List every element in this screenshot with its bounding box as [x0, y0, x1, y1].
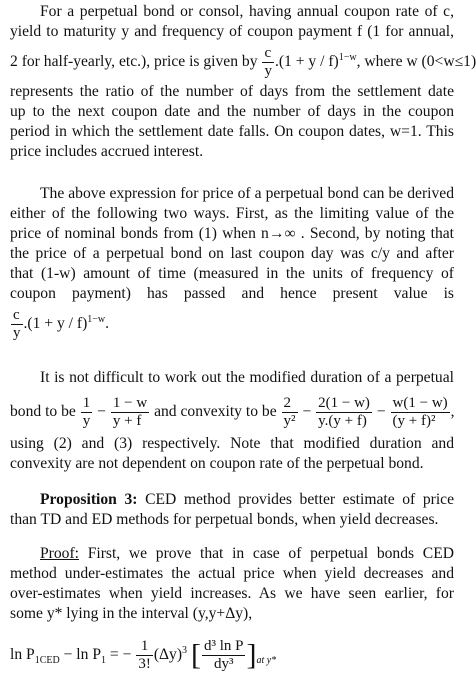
- paragraph-perpetual-bond-price: [10, 2, 476, 162]
- eq-delta-y-exponent: 3: [182, 644, 188, 656]
- eq-equals: = −: [109, 646, 132, 663]
- fraction-convexity-c: $\frac{w(1 - w)}{\text{(y + f)²}}$: [392, 394, 448, 429]
- formula-exponent: 1−w: [87, 313, 106, 325]
- text-line: using (2) and (3) respectively. Note that modified duration and: [10, 435, 454, 452]
- text-line: The above expression for price of a perpetual bond can be derived: [40, 185, 454, 202]
- text-line: Proposition 3: CED method provides better estimate of price: [40, 491, 455, 508]
- text-line: method under-estimates the actual price when yield decreases and: [10, 565, 454, 582]
- text-line: over-estimates when yield increases. As we have seen earlier, for: [10, 585, 454, 602]
- text-fragment: , where w (0<w: [356, 53, 455, 70]
- formula-exponent: 1−w: [338, 51, 357, 63]
- fraction-third-derivative: $\frac{\text{d³ ln P}}{\text{dy³}}$: [203, 637, 244, 672]
- text-line: either of the following two ways. First, as the limiting value of the: [10, 205, 454, 222]
- fraction-one-over-y: $\frac{1}{y}$: [82, 394, 91, 429]
- right-bracket: ]: [246, 638, 257, 672]
- proposition-3: [10, 490, 454, 530]
- formula-expression: .(1 + y / f): [274, 53, 339, 70]
- eq-mid-subscript: 1: [101, 655, 107, 667]
- text-fragment: 2 for half-yearly, etc.), price is given by: [10, 53, 258, 70]
- fraction-convexity-a: $\frac{2}{\text{y²}}$: [283, 394, 296, 429]
- paragraph-duration-convexity: [10, 368, 454, 474]
- text-line: yield to maturity y and frequency of coupon payment f (1 for annual,: [10, 23, 454, 40]
- text-fragment: bond to be: [10, 403, 76, 420]
- eq-lhs: ln P: [10, 646, 35, 663]
- fraction-one-over-3-factorial: $\frac{1}{3!}$: [138, 637, 151, 672]
- text-line: convexity are not dependent on coupon rate of the perpetual bond.: [10, 455, 424, 472]
- minus-sign: −: [376, 403, 386, 420]
- text-line: Proof: First, we prove that in case of perpetual bonds CED: [40, 545, 454, 562]
- left-bracket: [: [190, 638, 201, 672]
- eq-lhs-subscript: 1CED: [34, 655, 60, 667]
- minus-sign: −: [302, 403, 312, 420]
- text-line: than TD and ED methods for perpetual bonds, when yield decreases.: [10, 511, 439, 528]
- formula-line: [10, 304, 454, 344]
- text-line-with-formula: [10, 42, 476, 82]
- text-line: up to the next coupon date and the number of days in the coupon: [10, 103, 454, 120]
- equation-ln-price: [10, 630, 276, 680]
- text-line: It is not difficult to work out the modified duration of a perpetual: [40, 369, 454, 386]
- minus-sign: −: [97, 403, 106, 420]
- fraction-c-over-y: $\frac{c}{y}$: [13, 306, 21, 341]
- text-line: price includes accrued interest.: [10, 143, 204, 160]
- text-line: represents the ratio of the number of days from the settlement date: [10, 83, 454, 100]
- text-fragment: ≤1): [454, 53, 476, 70]
- text-line: period in which the settlement date falls. On coupon dates, w=1. This: [10, 123, 454, 140]
- fraction-duration-term: $\frac{1 - w}{y + f}$: [112, 394, 148, 429]
- proposition-label: Proposition 3:: [40, 491, 138, 508]
- paragraph-derivation: [10, 184, 454, 344]
- text-line: that (1-w) amount of time (measured in the units of frequency of: [10, 265, 454, 282]
- text-fragment: and convexity to be: [154, 403, 277, 420]
- proof-paragraph: [10, 544, 454, 624]
- formula-expression: .(1 + y / f): [23, 315, 88, 332]
- comma: ,: [450, 403, 455, 420]
- formula-line: [10, 390, 454, 434]
- text-line: some y* lying in the interval (y,y+Δy),: [10, 605, 253, 622]
- eq-mid: − ln P: [63, 646, 102, 663]
- fraction-convexity-b: $\frac{2(1 - w)}{y.(y + f)}$: [318, 394, 370, 429]
- fraction-c-over-y: $\frac{c}{y}$: [264, 44, 272, 79]
- eq-evaluation-point: at y*: [256, 655, 277, 667]
- text-line: the price of a perpetual bond on last coupon day was c/y and after: [10, 245, 454, 262]
- proof-label: Proof:: [40, 545, 79, 562]
- text-line: For a perpetual bond or consol, having annual coupon rate of c,: [40, 3, 454, 20]
- formula-end: .: [105, 315, 110, 332]
- text-line: coupon payment) has passed and hence present value is: [10, 285, 454, 302]
- text-line: price of nominal bonds from (1) when n→∞ . Second, by noting that: [10, 225, 454, 242]
- eq-delta-y: (Δy): [153, 646, 183, 663]
